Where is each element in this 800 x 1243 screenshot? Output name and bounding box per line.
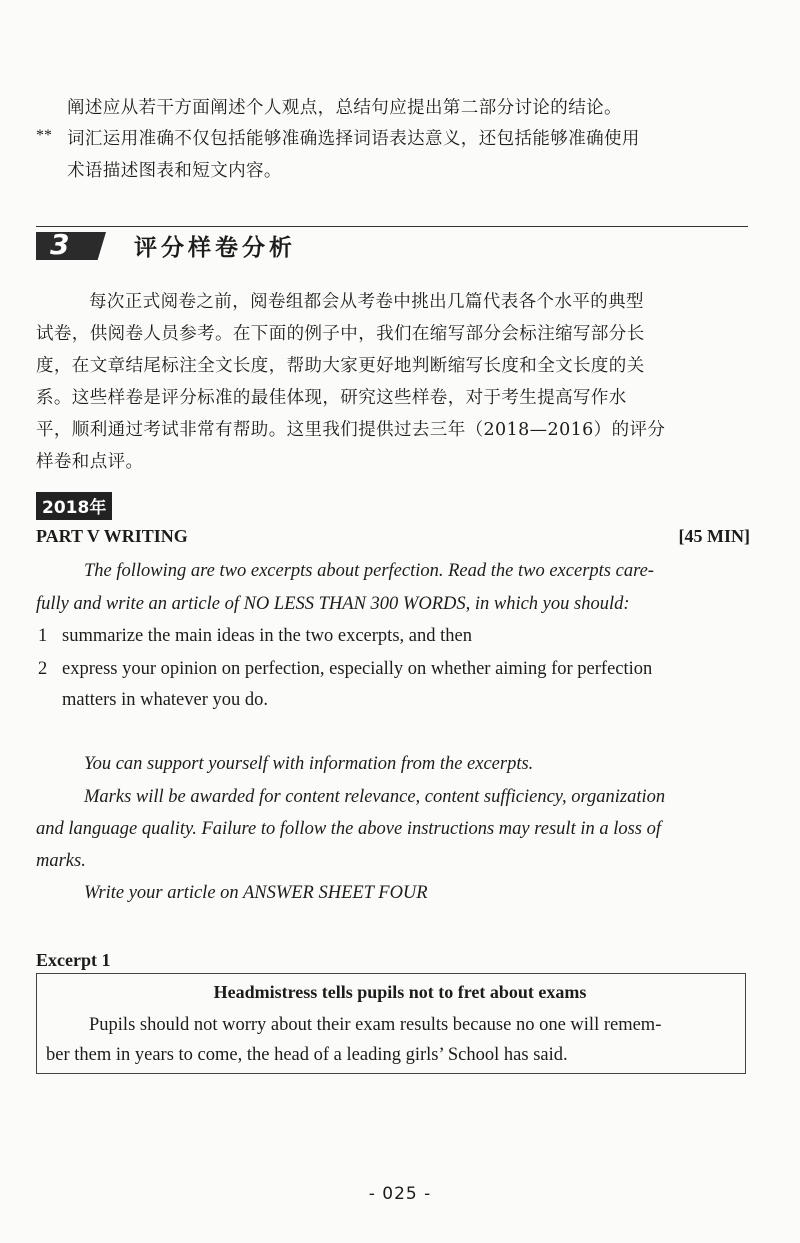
list-number: 1 (38, 626, 48, 646)
note-line: 词汇运用准确不仅包括能够准确选择词语表达意义，还包括能够准确使用 (67, 129, 640, 149)
section-rule (36, 226, 748, 227)
section-number: 3 (50, 228, 70, 261)
excerpt-body-line: ber them in years to come, the head of a leading girls’ School has said. (46, 1045, 568, 1065)
marks-line: Marks will be awarded for content relevance, content sufficiency, organization (84, 787, 666, 807)
list-item: express your opinion on perfection, especially on whether aiming for perfection (62, 659, 653, 679)
page-number: - 025 - (368, 1184, 432, 1204)
note-line: 术语描述图表和短文内容。 (67, 161, 282, 181)
year-badge: 2018年 (36, 492, 112, 520)
section-paragraph-line: 平，顺利通过考试非常有帮助。这里我们提供过去三年（2018—2016）的评分 (36, 420, 666, 440)
part-title: PART V WRITING (36, 526, 188, 546)
section-paragraph-line: 试卷，供阅卷人员参考。在下面的例子中，我们在缩写部分会标注缩写部分长 (36, 324, 645, 344)
marks-line: and language quality. Failure to follow the above instructions may result in a loss of (36, 819, 662, 839)
list-item: summarize the main ideas in the two excerpts, and then (62, 626, 472, 646)
intro-line: 阐述应从若干方面阐述个人观点，总结句应提出第二部分讨论的结论。 (67, 98, 622, 118)
excerpt-body-line: Pupils should not worry about their exam results because no one will remem- (89, 1015, 662, 1035)
marks-line: marks. (36, 851, 86, 871)
list-number: 2 (38, 659, 48, 679)
instruction-line: fully and write an article of NO LESS THAN 300 WORDS, in which you should: (36, 594, 630, 614)
list-item: matters in whatever you do. (62, 690, 269, 710)
time-limit: [45 MIN] (678, 526, 750, 546)
support-note: You can support yourself with information from the excerpts. (84, 754, 534, 774)
answer-sheet-instruction: Write your article on ANSWER SHEET FOUR (84, 883, 428, 903)
instruction-line: The following are two excerpts about perfection. Read the two excerpts care- (84, 561, 654, 581)
section-title: 评分样卷分析 (134, 235, 296, 261)
section-paragraph-line: 每次正式阅卷之前，阅卷组都会从考卷中挑出几篇代表各个水平的典型 (89, 292, 644, 312)
section-paragraph-line: 样卷和点评。 (36, 452, 144, 472)
note-asterisks: ** (36, 127, 52, 144)
section-number-badge (36, 232, 106, 260)
excerpt-headline: Headmistress tells pupils not to fret about exams (213, 982, 587, 1002)
section-paragraph-line: 度，在文章结尾标注全文长度，帮助大家更好地判断缩写长度和全文长度的关 (36, 356, 645, 376)
excerpt-label: Excerpt 1 (36, 950, 111, 970)
section-paragraph-line: 系。这些样卷是评分标准的最佳体现，研究这些样卷，对于考生提高写作水 (36, 388, 627, 408)
